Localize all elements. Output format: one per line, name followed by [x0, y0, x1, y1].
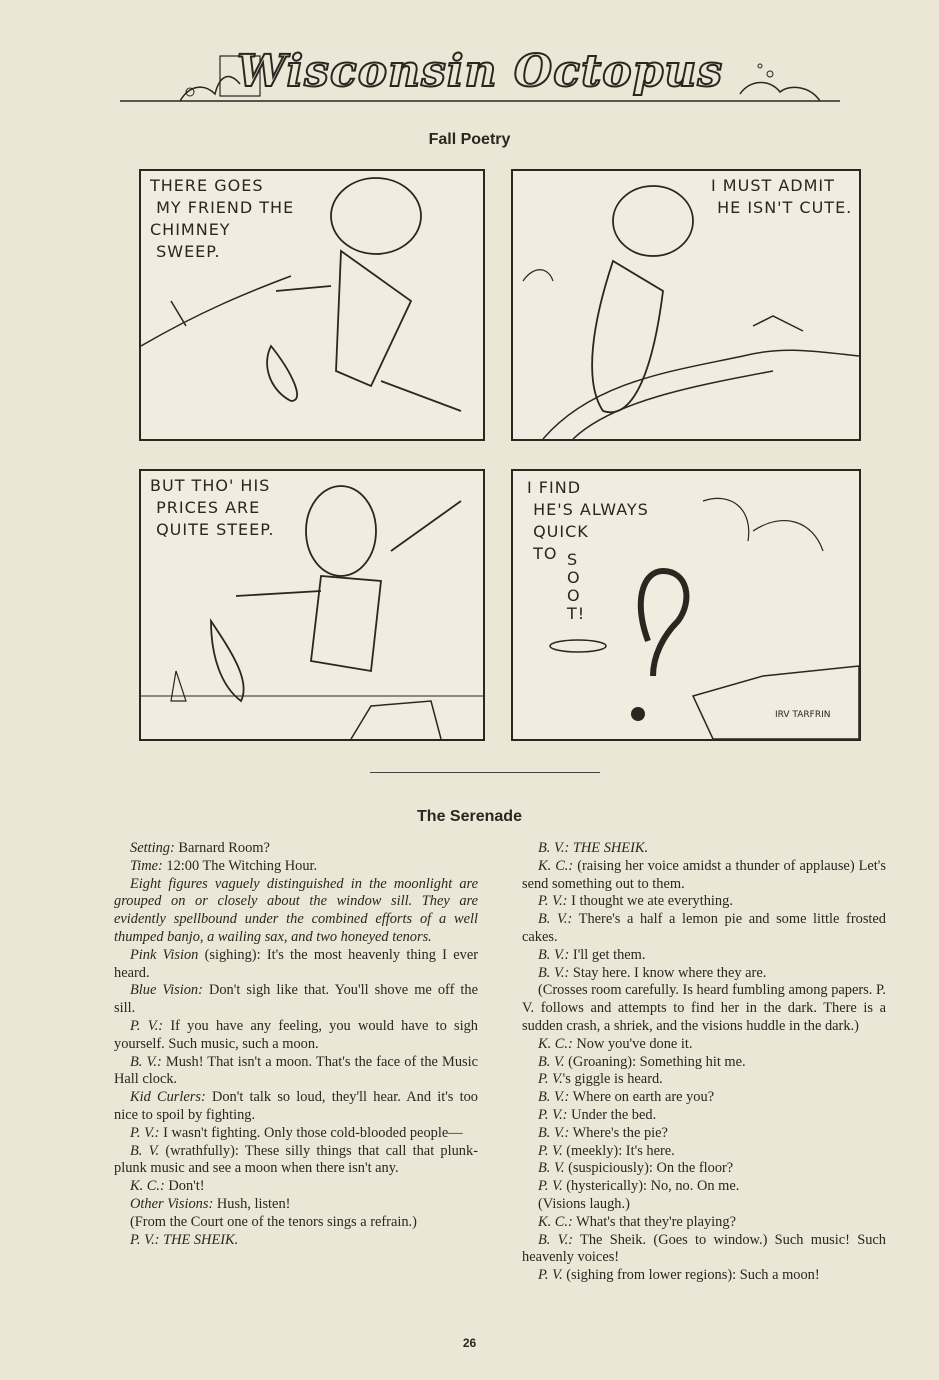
story-paragraph — [114, 1143, 478, 1179]
speaker: Kid Curlers: — [130, 1089, 206, 1106]
speaker: P. V. — [538, 1071, 563, 1088]
line-text: 's giggle is heard. — [562, 1071, 663, 1088]
line-text: (hysterically): No, no. On me. — [562, 1178, 740, 1195]
line-text: (sighing): It's the most heavenly thing I ever heard. — [114, 946, 478, 981]
speaker: B. V.: — [538, 964, 570, 981]
line-text: 12:00 The Witching Hour. — [162, 857, 318, 874]
line-text: I thought we ate everything. — [567, 893, 733, 910]
story-paragraph — [522, 893, 886, 911]
line-text: Don't talk so loud, they'll hear. And it's too nice to spoil by fighting. — [114, 1089, 478, 1123]
line-text: (raising her voice amidst a thunder of applause) Let's send something out to them. — [522, 857, 886, 892]
story-paragraph — [522, 840, 886, 858]
speaker: B. V. — [538, 1053, 565, 1070]
story-paragraph — [522, 1089, 886, 1107]
story-paragraph — [114, 982, 478, 1018]
masthead — [120, 44, 840, 106]
story-paragraph — [522, 982, 886, 1035]
line-text: Where on earth are you? — [569, 1089, 715, 1106]
story-paragraph — [522, 1036, 886, 1054]
story-paragraph — [522, 1232, 886, 1268]
story-paragraph — [114, 1125, 478, 1143]
speaker: Time: — [130, 857, 163, 874]
line-text: (wrathfully): These silly things that call that plunk-plunk music and see a moon when there isn't any. — [114, 1142, 478, 1177]
page-number: 26 — [462, 1336, 477, 1350]
line-text: Where's the pie? — [569, 1124, 668, 1141]
line-text: (From the Court one of the tenors sings a refrain.) — [130, 1213, 417, 1230]
story-paragraph — [522, 1071, 886, 1089]
speaker: Other Visions: — [130, 1195, 214, 1212]
story-paragraph — [114, 876, 478, 947]
story-paragraph — [522, 1214, 886, 1232]
speaker: B. V. — [538, 1160, 565, 1177]
speaker: B. V.: — [538, 840, 570, 856]
speaker: B. V.: — [538, 946, 570, 963]
line-text: (sighing from lower regions): Such a moon! — [562, 1267, 820, 1284]
line-text: (Groaning): Something hit me. — [564, 1053, 746, 1070]
speaker: P. V. — [538, 1178, 563, 1195]
speaker: Setting: — [130, 840, 175, 856]
line-text: (meekly): It's here. — [562, 1142, 675, 1159]
speaker: K. C.: — [538, 1213, 573, 1230]
line-text: If you have any feeling, you would have to sigh yourself. Such music, such a moon. — [114, 1017, 478, 1052]
line-text: Eight figures vaguely distinguished in the moonlight are grouped on or closely about the window sill. They are evidently spellbound under the combined efforts of a well thumped banjo, a wailing sax, and two honeyed tenors. — [114, 875, 478, 945]
story-paragraph — [114, 1214, 478, 1232]
comic-panel-2 — [511, 169, 861, 441]
speaker: B. V. — [130, 1142, 160, 1159]
speaker: K. C.: — [130, 1178, 165, 1195]
masthead-title: Wisconsin Octopus — [236, 46, 724, 97]
line-text: (Crosses room carefully. Is heard fumbling among papers. P. V. follows and attempts to find her in the dark. There is a sudden crash, a shriek, and the visions huddle in the dark.) — [522, 982, 886, 1034]
speaker: P. V.: — [130, 1017, 164, 1034]
speaker: K. C.: — [538, 857, 574, 874]
panel-2-caption: I MUST ADMIT HE ISN'T CUTE. — [711, 176, 853, 217]
speaker: K. C.: — [538, 1035, 573, 1052]
line-text: Stay here. I know where they are. — [569, 964, 767, 981]
speaker: B. V.: — [538, 911, 573, 928]
story-paragraph — [522, 1178, 886, 1196]
comic-panel-1 — [139, 169, 485, 441]
story-paragraph — [114, 1018, 478, 1054]
story-paragraph — [522, 1054, 886, 1072]
story-paragraph — [114, 947, 478, 983]
story-paragraph — [522, 1196, 886, 1214]
story-column-right — [522, 840, 886, 1285]
story-paragraph — [114, 1196, 478, 1214]
line-text: Now you've done it. — [572, 1035, 693, 1052]
speaker: Blue Vision: — [130, 982, 203, 999]
line-text: Don't sigh like that. You'll shove me off the sill. — [114, 982, 478, 1017]
speaker: P. V.: — [538, 1106, 568, 1123]
speaker: Pink Vision — [130, 946, 199, 963]
line-text: Hush, listen! — [213, 1195, 291, 1212]
story-paragraph — [522, 1143, 886, 1161]
divider — [370, 772, 600, 773]
line-text: THE SHEIK. — [569, 840, 649, 856]
panel-4-vertical-word: SOOT! — [567, 550, 586, 623]
story-paragraph — [114, 858, 478, 876]
speaker: B. V.: — [130, 1053, 162, 1070]
story-column-left — [114, 840, 478, 1249]
speaker: P. V.: — [130, 1231, 160, 1248]
story-paragraph — [114, 840, 478, 858]
line-text: I wasn't fighting. Only those cold-blooded people— — [159, 1124, 463, 1141]
line-text: There's a half a lemon pie and some little frosted cakes. — [522, 911, 886, 945]
story-paragraph — [522, 965, 886, 983]
comic-panel-3 — [139, 469, 485, 741]
story-paragraph — [522, 1107, 886, 1125]
panel-1-caption: THERE GOES MY FRIEND THE CHIMNEY SWEEP. — [150, 176, 295, 261]
story-paragraph — [522, 1267, 886, 1285]
line-text: Don't! — [164, 1178, 205, 1195]
artist-signature: IRV TARFRIN — [775, 710, 831, 720]
line-text: I'll get them. — [569, 946, 646, 963]
line-text: Under the bed. — [567, 1106, 657, 1123]
story-paragraph — [522, 858, 886, 894]
comic-title: Fall Poetry — [428, 131, 511, 148]
story-paragraph — [522, 1160, 886, 1178]
story-paragraph — [522, 1125, 886, 1143]
story-paragraph — [522, 947, 886, 965]
story-title: The Serenade — [417, 808, 522, 825]
speaker: B. V.: — [538, 1089, 570, 1106]
story-paragraph — [114, 1089, 478, 1125]
story-paragraph — [522, 911, 886, 947]
speaker: B. V.: — [538, 1124, 570, 1141]
speaker: P. V. — [538, 1267, 563, 1284]
speaker: P. V.: — [538, 893, 568, 910]
speaker: P. V.: — [130, 1124, 160, 1141]
line-text: The Sheik. (Goes to window.) Such music! Such heavenly voices! — [522, 1231, 886, 1266]
story-paragraph — [114, 1178, 478, 1196]
line-text: Barnard Room? — [174, 840, 270, 856]
line-text: Mush! That isn't a moon. That's the face of the Music Hall clock. — [114, 1053, 479, 1088]
panel-4-caption: I FIND HE'S ALWAYS QUICK TO — [527, 478, 649, 563]
story-paragraph — [114, 1232, 478, 1250]
comic-panel-4 — [511, 469, 861, 741]
speaker: B. V.: — [538, 1231, 574, 1248]
line-text: THE SHEIK. — [159, 1231, 239, 1248]
speaker: P. V. — [538, 1142, 563, 1159]
panel-3-caption: BUT THO' HIS PRICES ARE QUITE STEEP. — [150, 476, 275, 539]
line-text: (suspiciously): On the floor? — [564, 1160, 734, 1177]
line-text: What's that they're playing? — [572, 1213, 736, 1230]
line-text: (Visions laugh.) — [538, 1195, 630, 1212]
story-paragraph — [114, 1054, 478, 1090]
